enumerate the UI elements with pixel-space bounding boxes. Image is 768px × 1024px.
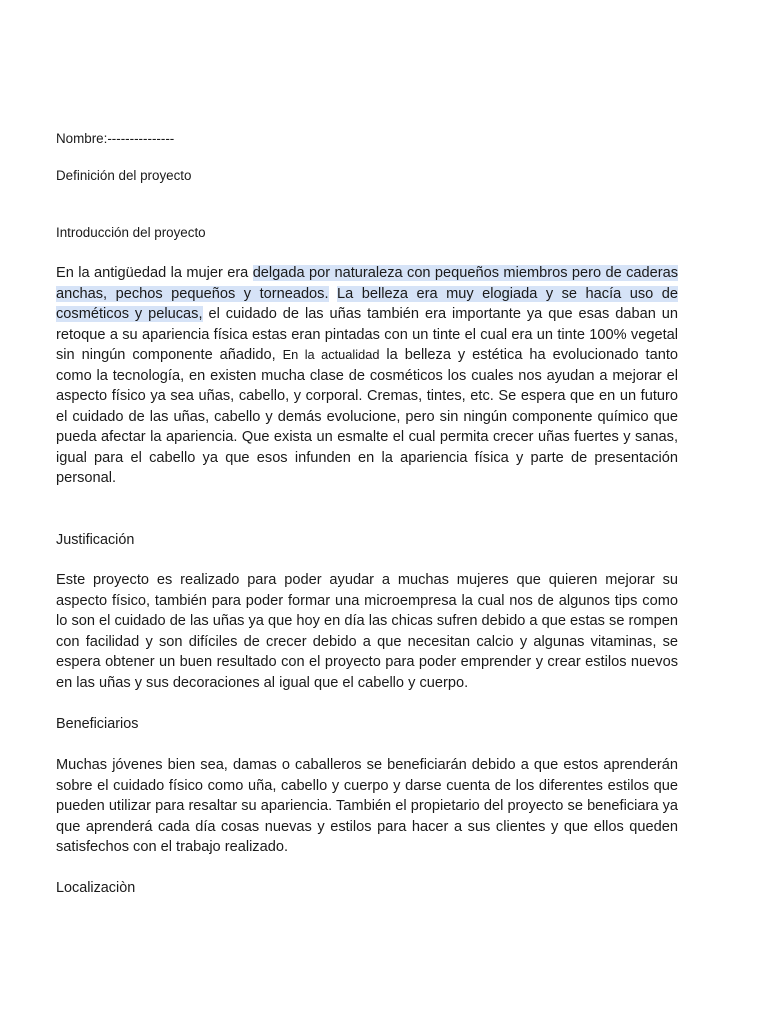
introduccion-paragraph: [56, 263, 678, 489]
intro-text-3: el cuidado de las uñas también era importante ya que esas daban un retoque a su apariencia física estas eran pintadas con un tinte el cual era un tinte 100% vegetal sin ningún componente añadido,: [56, 306, 678, 363]
beneficiarios-paragraph: Muchas jóvenes bien sea, damas o caballeros se beneficiarán debido a que estos aprenderán sobre el cuidado físico como uña, cabello y cuerpo y darse cuenta de los diferentes estilos que pueden utilizar para resaltar su apariencia. También el propietario del proyecto se beneficiara ya que aprenderá cada día cosas nuevas y estilos para hacer a sus clientes y que ellos queden satisfechos con el trabajo realizado.: [56, 757, 678, 855]
beneficiarios-heading: Beneficiarios: [56, 716, 139, 732]
definicion-heading: Definición del proyecto: [56, 168, 192, 183]
introduccion-heading: Introducción del proyecto: [56, 225, 206, 240]
intro-highlight-1: delgada por naturaleza con pequeños miembros pero de caderas anchas, pechos pequeños y torneados.: [56, 265, 678, 302]
localizacion-heading: Localizaciòn: [56, 880, 136, 896]
justificacion-paragraph: Este proyecto es realizado para poder ayudar a muchas mujeres que quieren mejorar su aspecto físico, también para poder formar una microempresa la cual nos de algunos tips como lo son el cuidado de las uñas ya que hoy en día las chicas sufren debido a que estas se rompen con facilidad y son difíciles de crecer debido a que necesitan calcio y algunas vitaminas, se espera obtener un buen resultado con el proyecto para poder emprender y crear estilos nuevos en las uñas y sus decoraciones al igual que el cabello y cuerpo.: [56, 572, 678, 691]
intro-text-1: En la antigüedad la mujer era: [56, 265, 253, 281]
nombre-label: Nombre:---------------: [56, 131, 175, 146]
intro-small-text: En la actualidad: [282, 347, 380, 362]
justificacion-heading: Justificación: [56, 532, 135, 548]
intro-text-4: la belleza y estética ha evolucionado tanto como la tecnología, en existen mucha clase de cosméticos los cuales nos ayudan a mejorar el aspecto físico ya sea uñas, cabello, y corporal. Cremas, tintes, etc. Se espera que en un futuro el cuidado de las uñas, cabello y demás evolucione, pero sin ningún componente químico que pueda afectar la apariencia. Que exista un esmalte el cual permita crecer uñas fuertes y sanas, igual para el cabello ya que esos infunden en la apariencia física y parte de presentación personal.: [56, 347, 678, 486]
intro-highlight-2: La belleza era muy elogiada y se hacía uso de cosméticos y pelucas,: [56, 285, 678, 322]
intro-text-2: [329, 286, 338, 302]
